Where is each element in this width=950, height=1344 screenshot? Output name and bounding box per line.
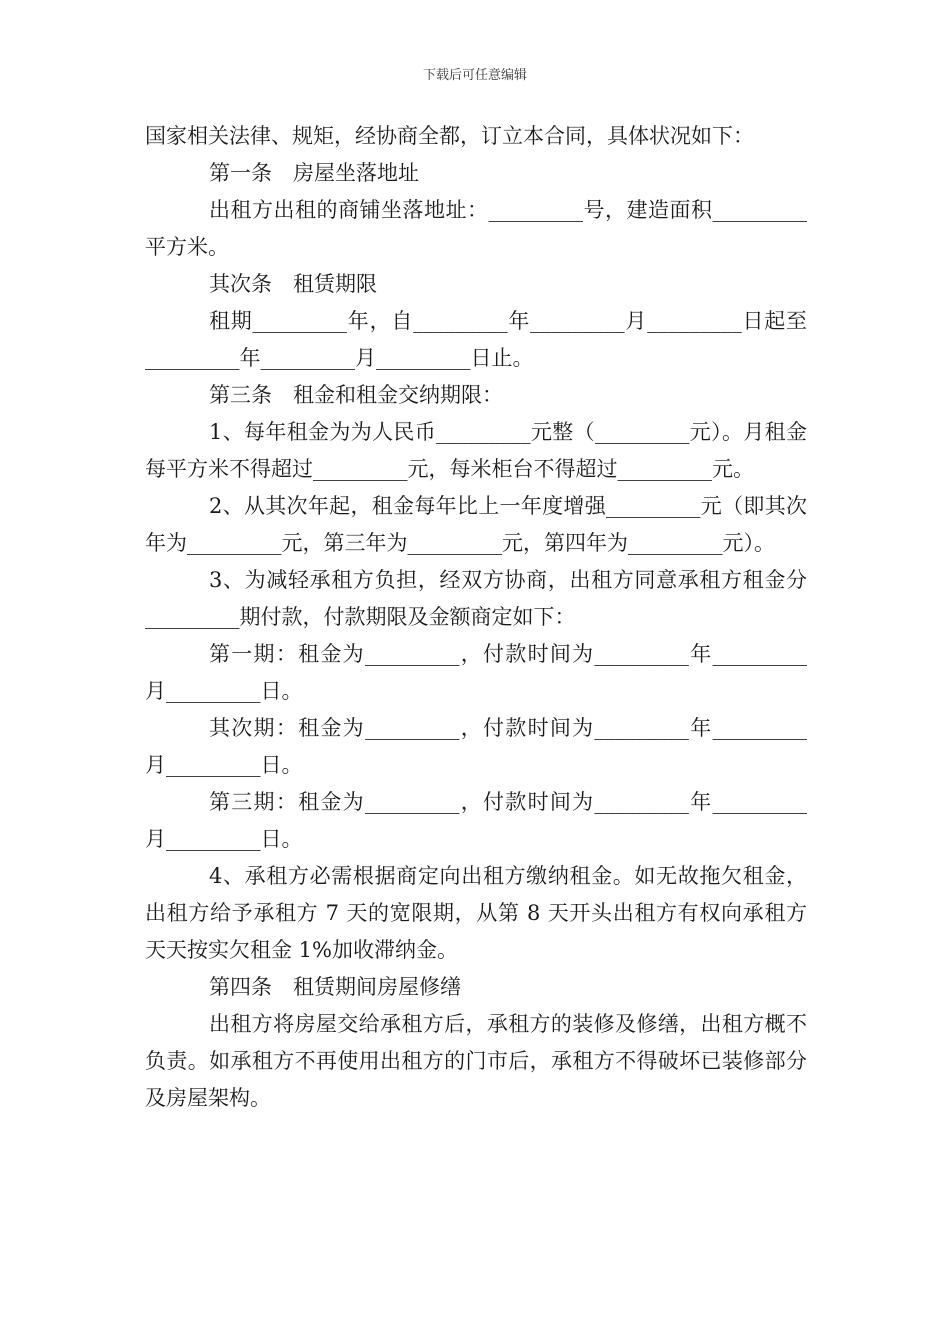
article-heading: 第三条 租金和租金交纳期限： [209, 383, 503, 407]
payment-period-1: 第一期：租金为_________，付款时间为_________年_________月_________日。 [145, 642, 807, 703]
paragraph: 1、每年租金为为人民币_________元整（_________元）。月租金每平方米不得超过_________元，每米柜台不得超过_________元。 [145, 420, 807, 481]
paragraph: 出租方出租的商铺坐落地址：_________号，建造面积_________平方米。 [145, 198, 807, 259]
paragraph: 3、为减轻承租方负担，经双方协商，出租方同意承租方租金分_________期付款，付款期限及金额商定如下： [145, 568, 807, 629]
paragraph-intro: 国家相关法律、规矩，经协商全都，订立本合同，具体状况如下： [145, 124, 754, 148]
article-heading: 其次条 租赁期限 [209, 272, 377, 296]
paragraph: 租期_________年，自_________年_________月_________日起至_________年_________月_________日止。 [145, 309, 807, 370]
document-body [145, 118, 807, 1117]
payment-period-2: 其次期：租金为_________，付款时间为_________年_________月_________日。 [145, 716, 807, 777]
article-heading: 第四条 租赁期间房屋修缮 [209, 975, 461, 999]
paragraph: 4、承租方必需根据商定向出租方缴纳租金。如无故拖欠租金，出租方给予承租方 7 天的宽限期，从第 8 天开头出租方有权向承租方天天按实欠租金 1%加收滞纳金。 [145, 864, 807, 962]
paragraph: 出租方将房屋交给承租方后，承租方的装修及修缮，出租方概不负责。如承租方不再使用出租方的门市后，承租方不得破坏已装修部分及房屋架构。 [145, 1012, 807, 1110]
paragraph: 2、从其次年起，租金每年比上一年度增强_________元（即其次年为_________元，第三年为_________元，第四年为_________元）。 [145, 494, 807, 555]
payment-period-3: 第三期：租金为_________，付款时间为_________年_________月_________日。 [145, 790, 807, 851]
article-heading: 第一条 房屋坐落地址 [209, 161, 419, 185]
page-header: 下载后可任意编辑 [422, 68, 527, 83]
